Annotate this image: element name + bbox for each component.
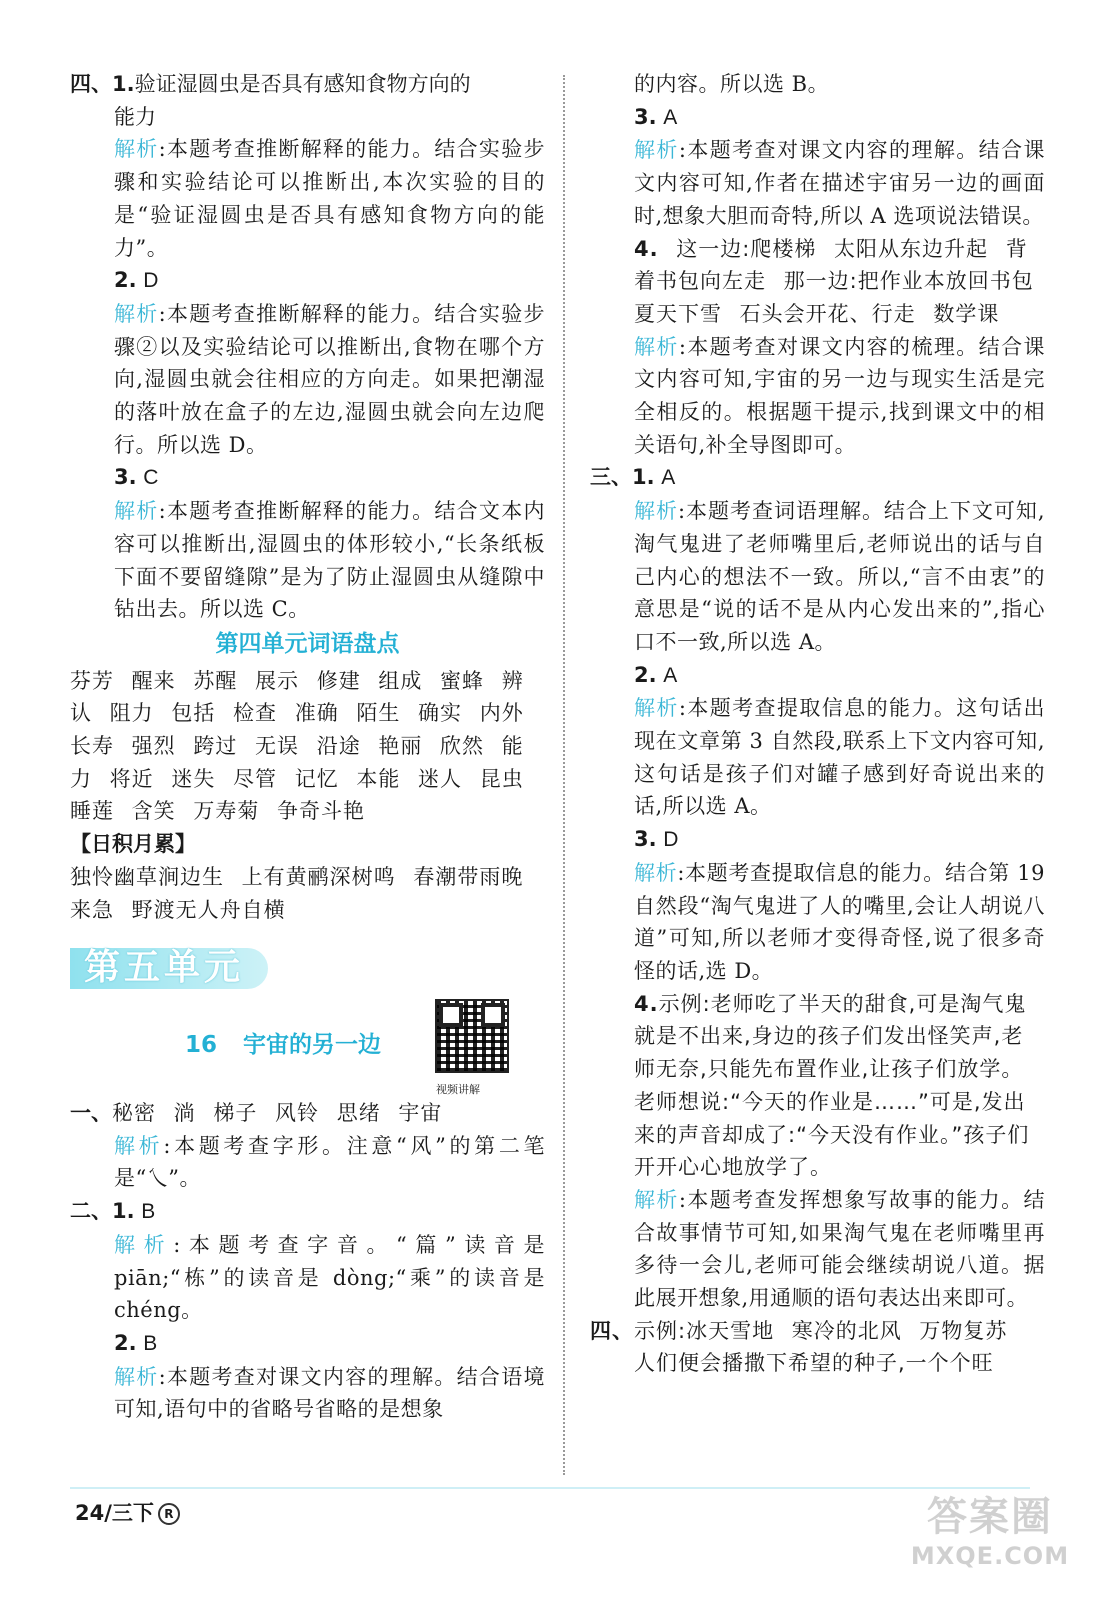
answer-text: 验证湿圆虫是否具有感知食物方向的 <box>134 72 471 96</box>
section-label: 一、 <box>70 1100 112 1125</box>
explanation <box>590 331 1045 462</box>
answer-text: D <box>663 828 679 852</box>
footer-rule <box>70 1487 1030 1489</box>
question-2-3 <box>590 101 1045 135</box>
explanation-label: 解析 <box>634 499 678 524</box>
lesson-title <box>185 1029 381 1062</box>
lesson-number: 16 <box>185 1031 218 1058</box>
unit-banner: 第五单元 <box>70 948 268 989</box>
answer-text: 示例:冰天雪地 寒冷的北风 万物复苏 <box>634 1318 1008 1343</box>
explanation-text: :本题考查对课文内容的理解。结合语境可知,语句中的省略号省略的是想象 <box>114 1364 546 1422</box>
explanation <box>70 1361 545 1426</box>
vocab-list: 芬芳 醒来 苏醒 展示 修建 组成 蜜蜂 辨认 阻力 包括 检查 准确 陌生 确实 内外 长寿 强烈 跨过 无误 沿途 艳丽 欣然 能力 将近 迷失 尽管 记忆 本能 迷人 昆虫 睡莲 含笑 万寿菊 争奇斗艳 <box>70 668 524 824</box>
question-label: 4. <box>634 991 659 1016</box>
page-number: 24 <box>75 1501 105 1525</box>
question-2-2 <box>70 1327 545 1361</box>
explanation <box>70 1229 545 1327</box>
answer-text: D <box>143 269 159 293</box>
explanation <box>590 1184 1045 1315</box>
explanation-text: :本题考查提取信息的能力。这句话出现在文章第 3 自然段,联系上下文内容可知,这句话是孩子们对罐子感到好奇说出来的话,所以选 A。 <box>634 696 1045 819</box>
explanation-text: :本题考查字音。“篇”读音是 piān;“栋”的读音是 dòng;“乘”的读音是 chéng。 <box>114 1232 546 1323</box>
section-3-1 <box>590 461 1045 495</box>
accumulation-poems: 独怜幽草涧边生 上有黄鹂深树鸣 春潮带雨晚来急 野渡无人舟自横 <box>70 864 524 922</box>
explanation <box>70 1130 545 1195</box>
answer-text: C <box>143 466 159 490</box>
answer-text: B <box>143 1331 158 1355</box>
explanation-text: 的内容。所以选 B。 <box>634 72 830 96</box>
explanation-label: 解析 <box>634 1187 679 1212</box>
section-2-1 <box>70 1195 545 1229</box>
page-footer <box>75 1497 180 1527</box>
explanation-continued <box>590 68 1045 101</box>
question-label: 4. <box>634 236 659 261</box>
lesson-header <box>70 999 545 1097</box>
publisher-icon: R <box>158 1503 180 1525</box>
explanation <box>70 133 545 264</box>
question-label: 2. <box>114 268 137 293</box>
question-label: 2. <box>634 662 657 687</box>
question-label: 3. <box>114 465 137 490</box>
explanation-text: :本题考查词语理解。结合上下文可知,淘气鬼进了老师嘴里后,老师说出的话与自己内心的想法不一致。所以,“言不由衷”的意思是“说的话不是从内心发出来的”,指心口不一致,所以选 A。 <box>634 499 1046 654</box>
explanation-text: :本题考查提取信息的能力。结合第 19 自然段“淘气鬼进了人的嘴里,会让人胡说八道”可知,所以老师才变得奇怪,说了很多奇怪的话,选 D。 <box>634 860 1045 983</box>
explanation-text: :本题考查对课文内容的梳理。结合课文内容可知,宇宙的另一边与现实生活是完全相反的。根据题干提示,找到课文中的相关语句,补全导图即可。 <box>634 334 1045 457</box>
question-label: 3. <box>634 827 657 852</box>
section-4 <box>590 1315 1045 1380</box>
watermark-line: 答案圈 <box>927 1494 1053 1540</box>
explanation-text: :本题考查字形。注意“风”的第二笔是“乀”。 <box>114 1133 545 1191</box>
explanation-text: :本题考查对课文内容的理解。结合课文内容可知,作者在描述宇宙另一边的画面时,想象大胆而奇特,所以 A 选项说法错误。 <box>634 138 1045 228</box>
explanation <box>590 495 1045 659</box>
answer-text: 示例:老师吃了半天的甜食,可是淘气鬼就是不出来,身边的孩子们发出怪笑声,老师无奈,只能先布置作业,让孩子们放学。老师想说:“今天的作业是……”可是,发出来的声音却成了:“今天没有作业。”孩子们开开心心地放学了。 <box>634 991 1030 1180</box>
question-label: 2. <box>114 1330 137 1355</box>
answer-text: A <box>663 663 678 687</box>
explanation-text: :本题考查推断解释的能力。结合文本内容可以推断出,湿圆虫的体形较小,“长条纸板下面不要留缝隙”是为了防止湿圆虫从缝隙中钻出去。所以选 C。 <box>114 499 546 622</box>
question-3-4 <box>590 988 1045 1184</box>
question-4-3 <box>70 461 545 495</box>
explanation-label: 解析 <box>114 301 159 326</box>
explanation-label: 解析 <box>634 860 678 885</box>
question-3-2 <box>590 659 1045 693</box>
question-3-3 <box>590 823 1045 857</box>
explanation <box>590 692 1045 823</box>
answer-text: 这一边:爬楼梯 太阳从东边升起 背着书包向左走 那一边:把作业本放回书包 夏天下雪 石头会开花、行走 数学课 <box>634 236 1034 326</box>
explanation-label: 解析 <box>114 1232 174 1257</box>
explanation-text: :本题考查发挥想象写故事的能力。结合故事情节可知,如果淘气鬼在老师嘴里再多待一会儿,老师可能会继续胡说八道。据此展开想象,用通顺的语句表达出来即可。 <box>634 1187 1045 1311</box>
accumulation-heading: 【日积月累】 <box>70 832 196 857</box>
lesson-name: 宇宙的另一边 <box>243 1031 382 1058</box>
explanation-text: :本题考查推断解释的能力。结合实验步骤②以及实验结论可以推断出,食物在哪个方向,湿圆虫就会往相应的方向走。如果把潮湿的落叶放在盒子的左边,湿圆虫就会向左边爬行。所以选 D。 <box>114 301 546 457</box>
qr-code-icon[interactable] <box>435 999 509 1073</box>
explanation-text: :本题考查推断解释的能力。结合实验步骤和实验结论可以推断出,本次实验的目的是“验证湿圆虫是否具有感知食物方向的能力”。 <box>114 137 546 260</box>
section-label: 四、 <box>590 1318 634 1343</box>
section-label: 三、1. <box>590 465 655 490</box>
answer-text-cont: 能力 <box>114 104 156 129</box>
answer-text-cont: 人们便会播撒下希望的种子,一个个旺 <box>634 1351 994 1376</box>
watermark <box>900 1485 1080 1585</box>
watermark-url: MXQE.COM <box>910 1542 1070 1570</box>
vocab-section-title: 第四单元词语盘点 <box>215 630 400 657</box>
answer-text: 秘密 淌 梯子 风铃 思绪 宇宙 <box>112 1100 443 1125</box>
question-4-1 <box>70 68 545 133</box>
grade-label: /三下 <box>104 1501 154 1525</box>
explanation-label: 解析 <box>114 499 159 524</box>
answer-text: A <box>663 105 678 129</box>
left-column <box>70 68 545 1426</box>
section-label: 二、1. <box>70 1199 135 1224</box>
right-column <box>590 68 1045 1380</box>
explanation-label: 解析 <box>634 696 679 721</box>
question-label: 3. <box>634 104 657 129</box>
explanation-label: 解析 <box>634 334 679 359</box>
explanation-label: 解析 <box>114 1364 159 1389</box>
explanation-label: 解析 <box>634 138 679 163</box>
explanation <box>590 857 1045 988</box>
question-2-4 <box>590 233 1045 331</box>
explanation <box>70 495 545 626</box>
qr-code-label: 视频讲解 <box>436 1082 480 1096</box>
question-label: 四、1. <box>70 72 135 96</box>
answer-text: B <box>141 1200 156 1224</box>
explanation-label: 解析 <box>114 1133 164 1158</box>
answer-text: A <box>661 466 676 490</box>
explanation <box>590 134 1045 232</box>
column-divider <box>563 75 565 1475</box>
explanation <box>70 298 545 462</box>
question-4-2 <box>70 264 545 298</box>
explanation-label: 解析 <box>114 137 159 162</box>
